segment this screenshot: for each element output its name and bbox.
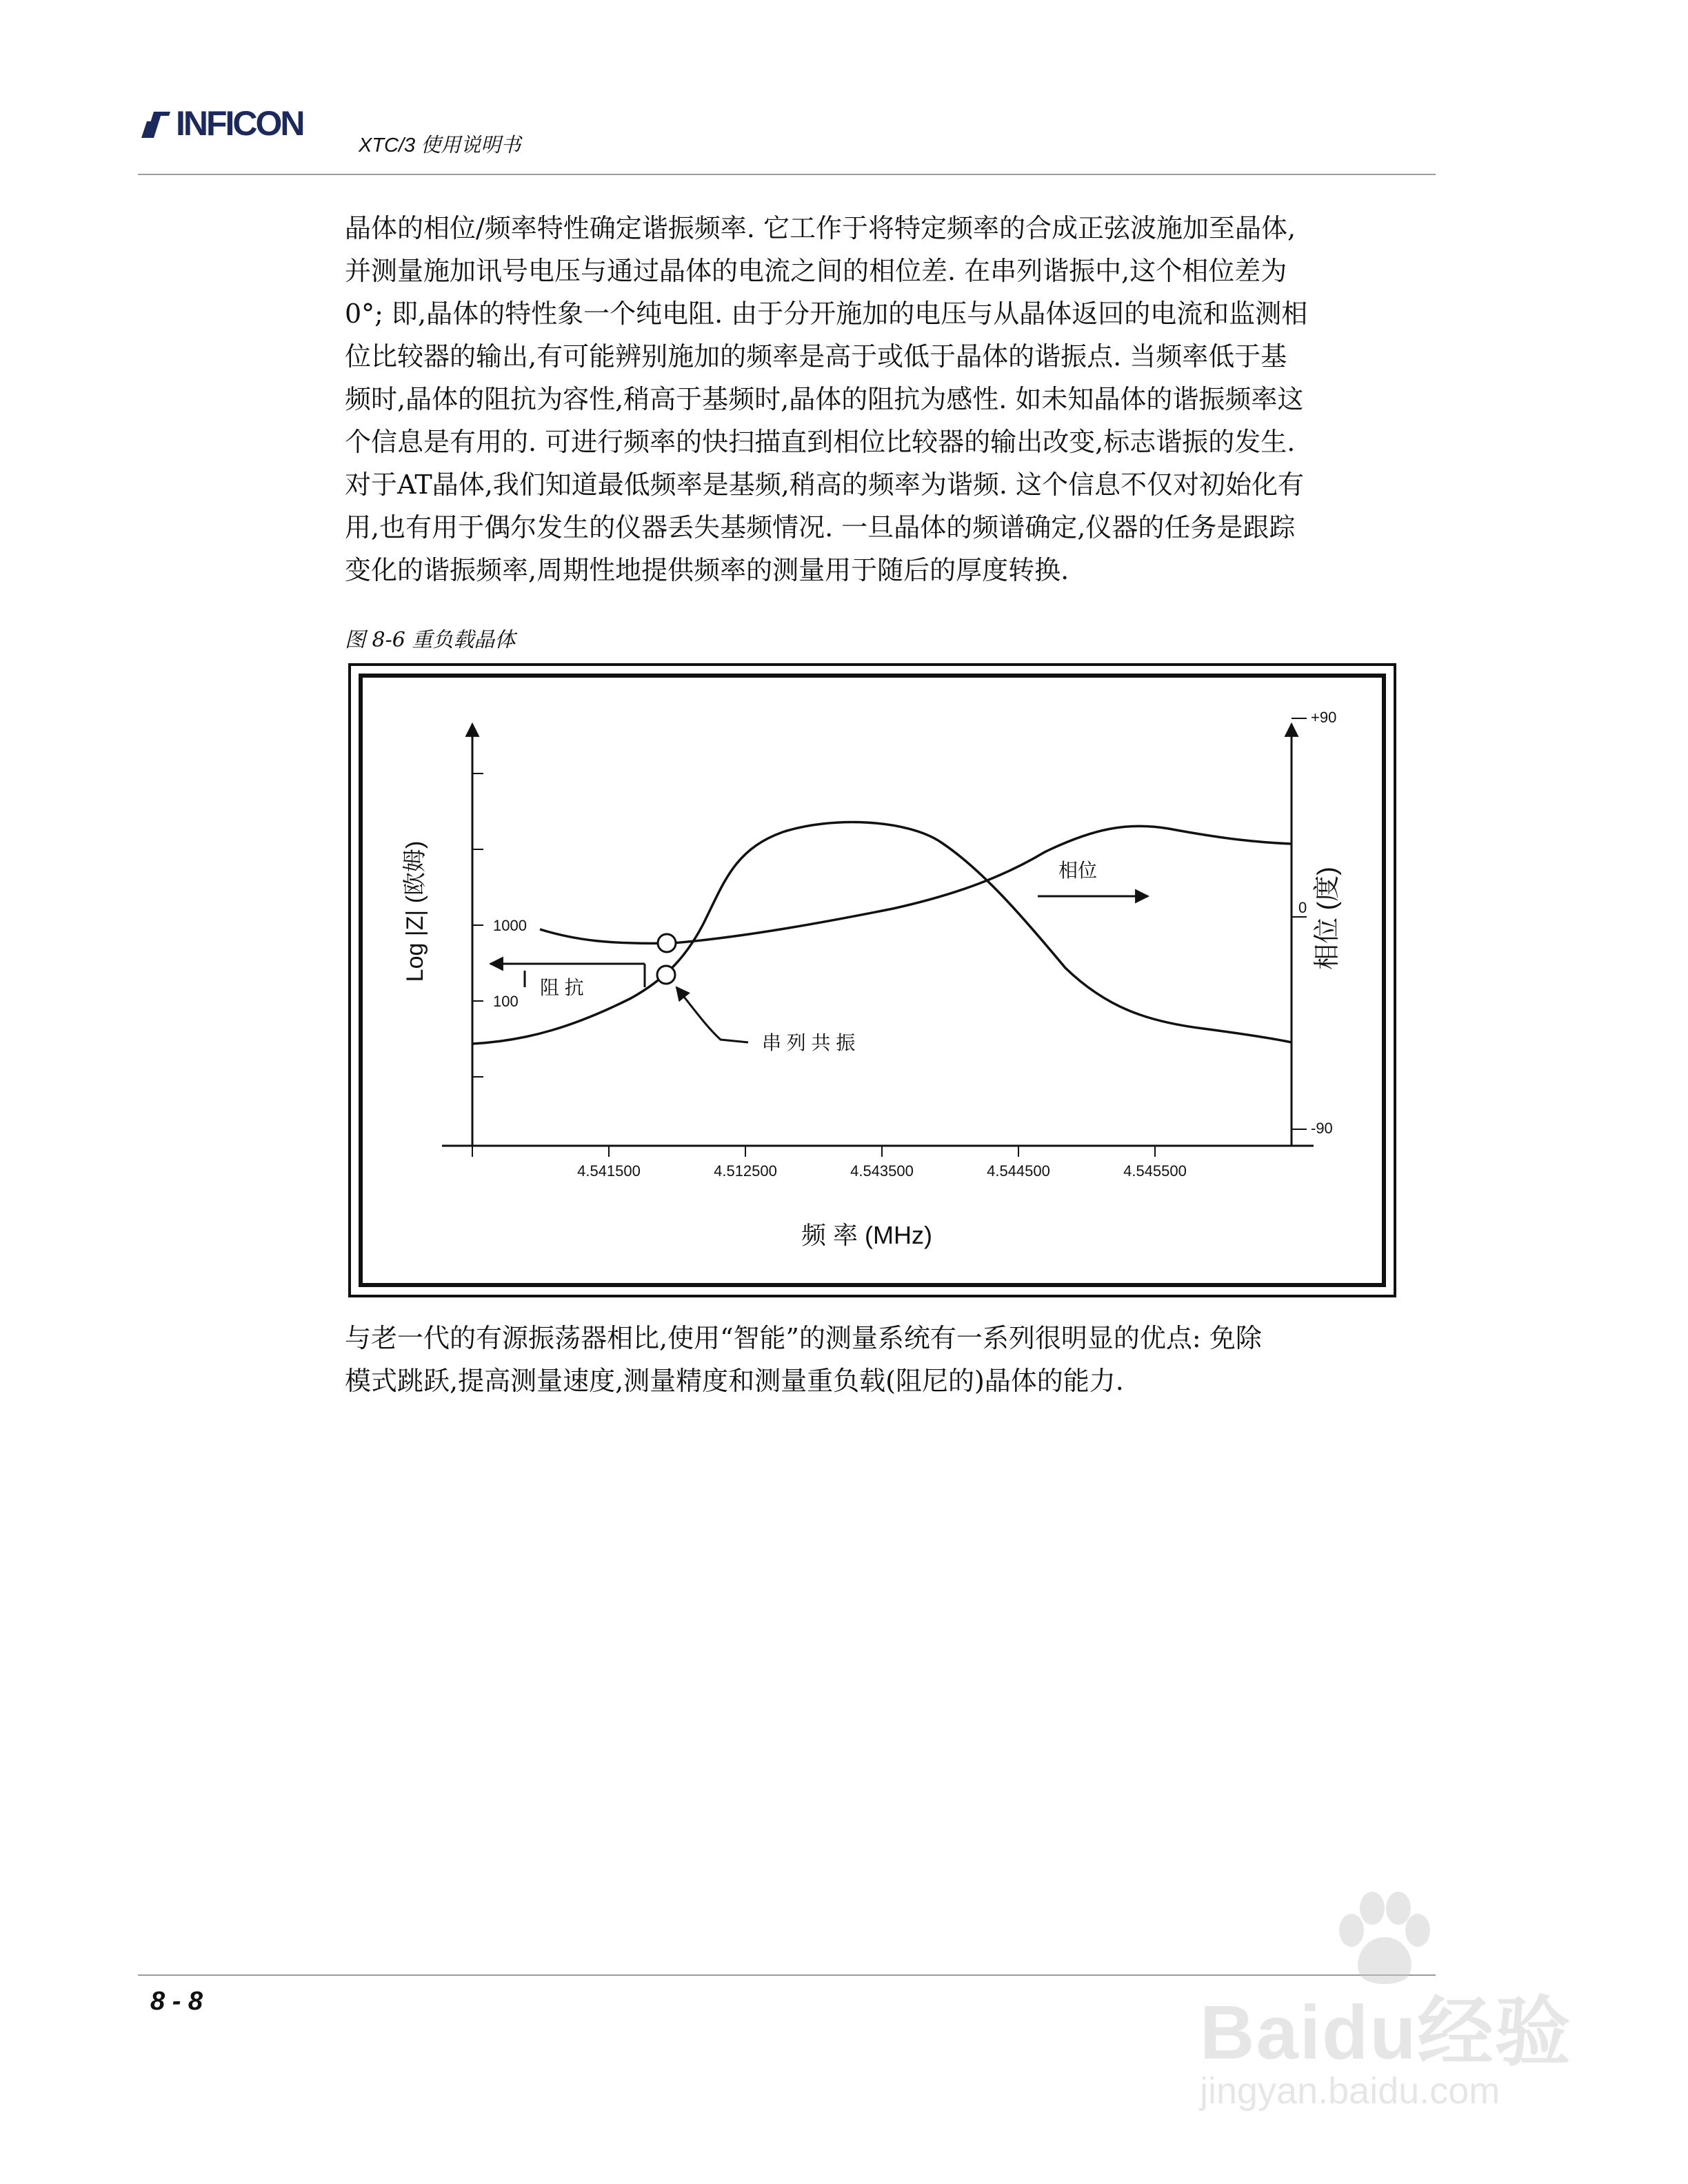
paragraph-line: 并测量施加讯号电压与通过晶体的电流之间的相位差. 在串列谐振中,这个相位差为 bbox=[345, 256, 1287, 286]
paragraph-line: 对于AT晶体,我们知道最低频率是基频,稍高的频率为谐频. 这个信息不仅对初始化有 bbox=[345, 469, 1305, 500]
paragraph-line: 晶体的相位/频率特性确定谐振频率. 它工作于将特定频率的合成正弦波施加至晶体, bbox=[345, 213, 1296, 243]
x-axis-label: 频 率 (MHz) bbox=[801, 1221, 932, 1249]
body-paragraph-2 bbox=[345, 1317, 1462, 1402]
x-tick-label: 4.545500 bbox=[1123, 1162, 1187, 1180]
watermark-url: jingyan.baidu.com bbox=[1200, 2070, 1500, 2112]
series-resonance-label: 串 列 共 振 bbox=[762, 1032, 856, 1053]
impedance-curve bbox=[540, 826, 1292, 943]
header-divider bbox=[138, 174, 1436, 175]
paragraph-line: 变化的谐振频率,周期性地提供频率的测量用于随后的厚度转换. bbox=[345, 555, 1069, 585]
inficon-logo bbox=[141, 102, 348, 145]
paragraph-line: 位比较器的输出,有可能辨别施加的频率是高于或低于晶体的谐振点. 当频率低于基 bbox=[345, 341, 1287, 372]
page-number: 8 - 8 bbox=[150, 1987, 203, 2016]
phase-curve bbox=[472, 822, 1292, 1044]
paragraph-line: 模式跳跃,提高测量速度,测量精度和测量重负载(阻尼的)晶体的能力. bbox=[345, 1366, 1124, 1396]
x-tick-label: 4.543500 bbox=[850, 1162, 914, 1180]
series-resonance-pointer bbox=[676, 987, 748, 1042]
paragraph-line: 频时,晶体的阻抗为容性,稍高于基频时,晶体的阻抗为感性. 如未知晶体的谐振频率这 bbox=[345, 384, 1304, 414]
document-title: XTC/3 使用说明书 bbox=[359, 134, 521, 156]
impedance-resonance-marker bbox=[658, 934, 676, 952]
impedance-label: 阻 抗 bbox=[540, 977, 584, 998]
figure-caption: 图 8-6 重负载晶体 bbox=[345, 628, 516, 652]
left-y-tick-label: 1000 bbox=[493, 917, 527, 934]
paragraph-line: 0°; 即,晶体的特性象一个纯电阻. 由于分开施加的电压与从晶体返回的电流和监测相 bbox=[345, 299, 1308, 329]
right-y-tick-label: 0 bbox=[1298, 899, 1307, 916]
paragraph-line: 与老一代的有源振荡器相比,使用“智能”的测量系统有一系列很明显的优点: 免除 bbox=[345, 1323, 1262, 1353]
right-y-axis-label: 相位 (度) bbox=[1313, 867, 1342, 970]
inficon-logo-icon bbox=[141, 109, 170, 139]
x-tick-label: 4.512500 bbox=[714, 1162, 777, 1180]
body-paragraph-1 bbox=[345, 207, 1462, 592]
baidu-watermark bbox=[1186, 1889, 1586, 2137]
phase-resonance-marker bbox=[657, 966, 675, 984]
phase-label: 相位 bbox=[1058, 860, 1098, 881]
x-tick-label: 4.541500 bbox=[577, 1162, 641, 1180]
paragraph-line: 个信息是有用的. 可进行频率的快扫描直到相位比较器的输出改变,标志谐振的发生. bbox=[345, 427, 1296, 457]
left-y-axis-label: Log |Z| (欧姆) bbox=[402, 840, 428, 982]
paragraph-line: 用,也有用于偶尔发生的仪器丢失基频情况. 一旦晶体的频谱确定,仪器的任务是跟踪 bbox=[345, 512, 1296, 543]
right-y-tick-label: -90 bbox=[1311, 1120, 1333, 1137]
crystal-impedance-phase-chart bbox=[348, 663, 1396, 1297]
paw-icon bbox=[1331, 1889, 1434, 1985]
left-y-tick-label: 100 bbox=[493, 993, 519, 1010]
x-tick-label: 4.544500 bbox=[987, 1162, 1050, 1180]
logo-text: INFICON bbox=[176, 104, 303, 143]
figure-inner-frame bbox=[361, 676, 1384, 1285]
right-y-tick-label: +90 bbox=[1311, 709, 1337, 726]
figure-outer-frame bbox=[350, 665, 1395, 1296]
watermark-main-text: Baidu经验 bbox=[1200, 1990, 1572, 2075]
